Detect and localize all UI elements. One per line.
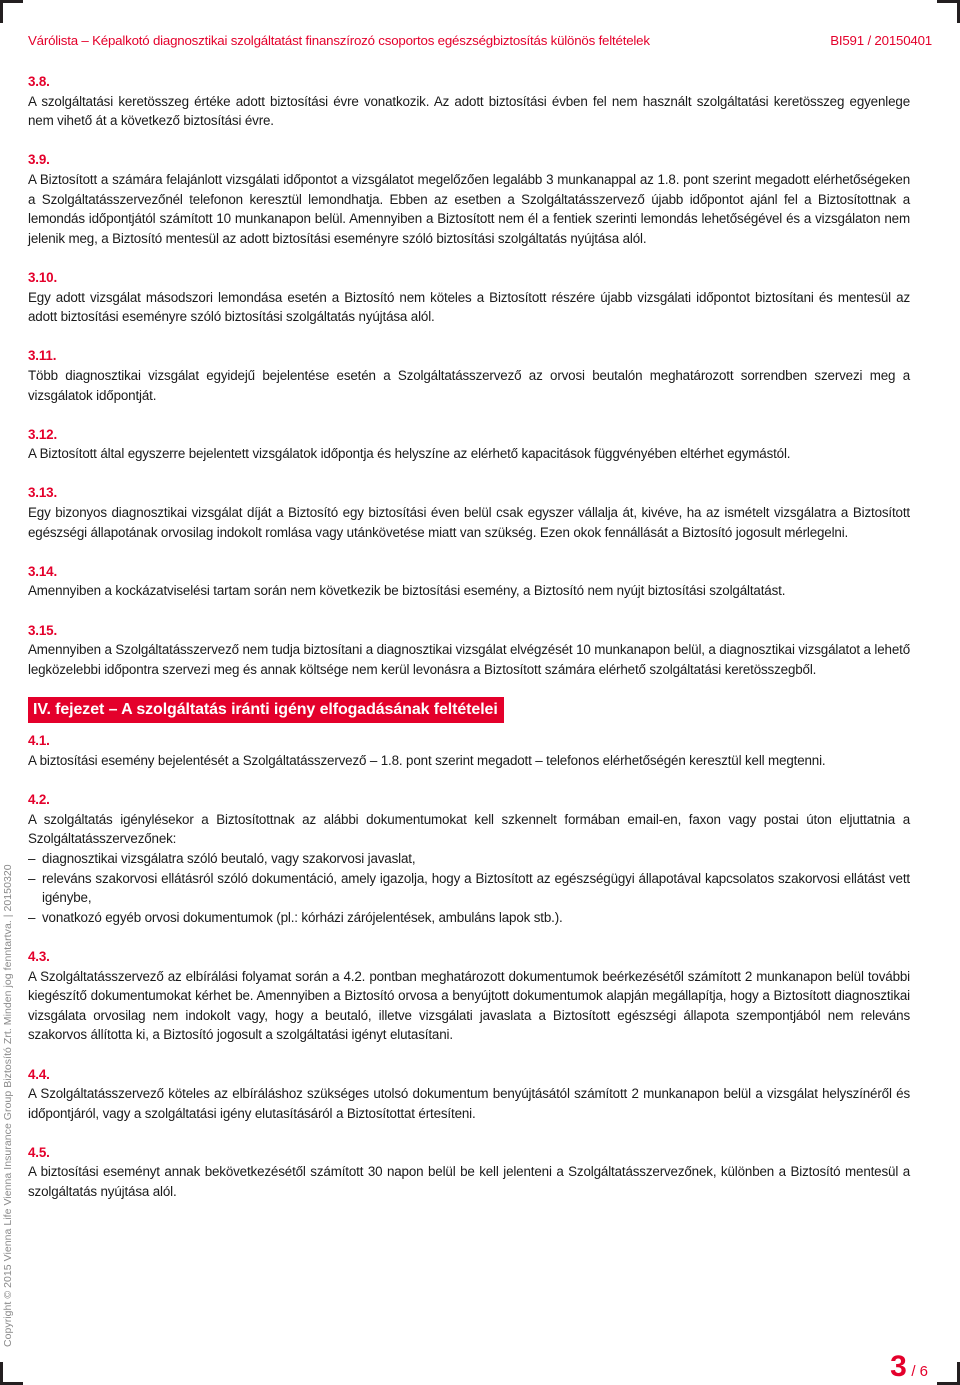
- document-title: Várólista – Képalkotó diagnosztikai szolgáltatást finanszírozó csoportos egészségbiztosítás különös feltételek: [28, 33, 650, 48]
- crop-mark-top-left: [0, 0, 23, 23]
- section-4-5: [28, 1143, 910, 1202]
- list-item: – diagnosztikai vizsgálatra szóló beutaló, vagy szakorvosi javaslat,: [28, 849, 910, 869]
- section-paragraph: Egy adott vizsgálat másodszori lemondása esetén a Biztosító nem köteles a Biztosított részére újabb vizsgálati időpontot biztosítani és mentesül az adott biztosítási eseményre szóló biztosítási szolgáltatás nyújtása alól.: [28, 289, 910, 325]
- section-number: 3.13.: [28, 485, 58, 501]
- section-paragraph: Amennyiben a kockázatviselési tartam során nem következik be biztosítási esemény, a Biztosító nem nyújt biztosítási szolgáltatást.: [28, 583, 786, 599]
- section-4-4: [28, 1065, 910, 1124]
- section-paragraph: A biztosítási eseményt annak bekövetkezésétől számított 30 napon belül be kell jelenteni a Szolgáltatásszervezőnek, különben a Biztosító mentesül a szolgáltatás nyújtása alól.: [28, 1164, 910, 1200]
- crop-mark-top-right: [937, 0, 960, 23]
- section-paragraph: A szolgáltatás igénylésekor a Biztosítottnak az alábbi dokumentumokat kell szkennelt formában email-en, faxon vagy postai úton eljuttatnia a Szolgáltatásszervezőnek:: [28, 811, 910, 847]
- section-3-8: [28, 72, 910, 131]
- section-4-3: [28, 947, 910, 1045]
- list-item: – releváns szakorvosi ellátásról szóló dokumentáció, amely igazolja, hogy a Biztosított az egészségügyi állapotával kapcsolatos szakorvosi ellátást vett igénybe,: [28, 869, 910, 908]
- section-number: 3.15.: [28, 622, 58, 638]
- document-list: [28, 849, 910, 927]
- section-paragraph: A Szolgáltatásszervező az elbírálási folyamat során a 4.2. pontban meghatározott dokumentumok beérkezésétől számított 2 munkanapon belül további kiegészítő dokumentumokat kérhet be. Amennyiben a Biztosító orvosa a benyújtott dokumentumok alapján megállapítja, hogy a Biztosított diagnosztikai vizsgálata orvosilag nem indokolt vagy, hogy a beutaló, illetve vizsgálati javaslata a Biztosított egészségi állapota szempontjából nem releváns szakorvos állította ki, a Biztosító jogosult a szolgáltatási igényt elutasítani.: [28, 968, 910, 1043]
- list-item: – vonatkozó egyéb orvosi dokumentumok (pl.: kórházi zárójelentések, ambuláns lapok stb.).: [28, 908, 910, 928]
- chapter-title: IV. fejezet – A szolgáltatás iránti igény elfogadásának feltételei: [28, 697, 504, 723]
- section-number: 3.11.: [28, 348, 57, 364]
- section-number: 4.2.: [28, 792, 50, 808]
- section-paragraph: Több diagnosztikai vizsgálat egyidejű bejelentése esetén a Szolgáltatásszervező az orvosi beutalón meghatározott sorrendben szervezi meg a vizsgálatok időpontját.: [28, 367, 910, 403]
- document-body: [28, 72, 910, 1202]
- section-4-2: [28, 790, 910, 927]
- page-total: / 6: [911, 1363, 928, 1380]
- section-3-10: [28, 268, 910, 327]
- section-3-9: [28, 150, 910, 248]
- section-number: 4.4.: [28, 1066, 50, 1082]
- section-paragraph: A Szolgáltatásszervező köteles az elbíráláshoz szükséges utolsó dokumentum benyújtásától számított 2 munkanapon belül a vizsgálat helyszínéről és időpontjáról, vagy a szolgáltatási igény elutasításáról a Biztosítottat értesíteni.: [28, 1086, 910, 1121]
- section-3-12: [28, 425, 910, 464]
- crop-mark-bottom-left: [0, 1362, 23, 1385]
- page-header: [28, 33, 932, 51]
- copyright-notice: Copyright © 2015 Vienna Life Vienna Insurance Group Biztosító Zrt. Minden jog fenntartva. | 20150320: [2, 864, 14, 1347]
- section-number: 3.10.: [28, 269, 58, 285]
- document-code: BI591 / 20150401: [830, 33, 932, 48]
- sections-chapter-3: [28, 72, 910, 679]
- section-number: 3.12.: [28, 426, 58, 442]
- section-3-11: [28, 346, 910, 405]
- section-number: 3.14.: [28, 563, 58, 579]
- section-number: 3.9.: [28, 152, 50, 168]
- section-paragraph: A Biztosított által egyszerre bejelentett vizsgálatok időpontja és helyszíne az elérhető kapacitások függvényében eltérhet egymástól.: [28, 446, 791, 462]
- section-paragraph: A Biztosított a számára felajánlott vizsgálati időpontot a vizsgálatot megelőzően legalább 3 munkanappal az 1.8. pont szerint megadott elérhetőségeken a Szolgáltatásszervezőnél telefonon keresztül lemondhatja. Ebben az esetben a Szolgáltatásszervező újabb időpontot ajánl fel a Biztosítottnak a lemondás időpontjától számított 10 munkanapon belül. Amennyiben a Biztosított nem él a fentiek szerinti lemondás lehetőségével és a vizsgálaton nem jelenik meg, a Biztosító mentesül az adott biztosítási eseményre szóló biztosítási szolgáltatás nyújtása alól.: [28, 171, 910, 246]
- section-paragraph: A szolgáltatási keretösszeg értéke adott biztosítási évre vonatkozik. Az adott biztosítási évben fel nem használt szolgáltatási keretösszeg egyenlege nem vihető át a következő biztosítási évre.: [28, 93, 910, 129]
- section-3-14: [28, 562, 910, 601]
- section-paragraph: A biztosítási esemény bejelentését a Szolgáltatásszervező – 1.8. pont szerint megadott – telefonos elérhetőségén keresztül kell megtenni.: [28, 753, 826, 768]
- page-number: [890, 1352, 928, 1382]
- section-number: 3.8.: [28, 74, 50, 89]
- section-number: 4.5.: [28, 1144, 50, 1160]
- chapter-heading: [28, 697, 910, 723]
- section-number: 4.1.: [28, 733, 50, 749]
- page-current: 3: [890, 1350, 907, 1383]
- section-3-15: [28, 621, 910, 680]
- section-4-1: [28, 731, 910, 770]
- section-paragraph: Egy bizonyos diagnosztikai vizsgálat díját a Biztosító egy biztosítási éven belül csak egyszer vállalja át, kivéve, ha az ismételt vizsgálatra a Biztosított egészségi állapotának orvosilag indokolt romlása vagy utánkövetése miatt van szükség. Ezen okok fennállását a Biztosító jogosult mérlegelni.: [28, 505, 910, 540]
- section-3-13: [28, 483, 910, 542]
- sections-chapter-4: [28, 927, 910, 1201]
- crop-mark-bottom-right: [937, 1362, 960, 1385]
- section-number: 4.3.: [28, 948, 50, 964]
- section-paragraph: Amennyiben a Szolgáltatásszervező nem tudja biztosítani a diagnosztikai vizsgálat elvégzését 10 munkanapon belül, a diagnosztikai vizsgálatot a lehető legközelebbi időpontra szervezi meg és annak költsége nem kerül levonásra a Biztosított számára elérhető szolgáltatási keretösszegből.: [28, 642, 910, 677]
